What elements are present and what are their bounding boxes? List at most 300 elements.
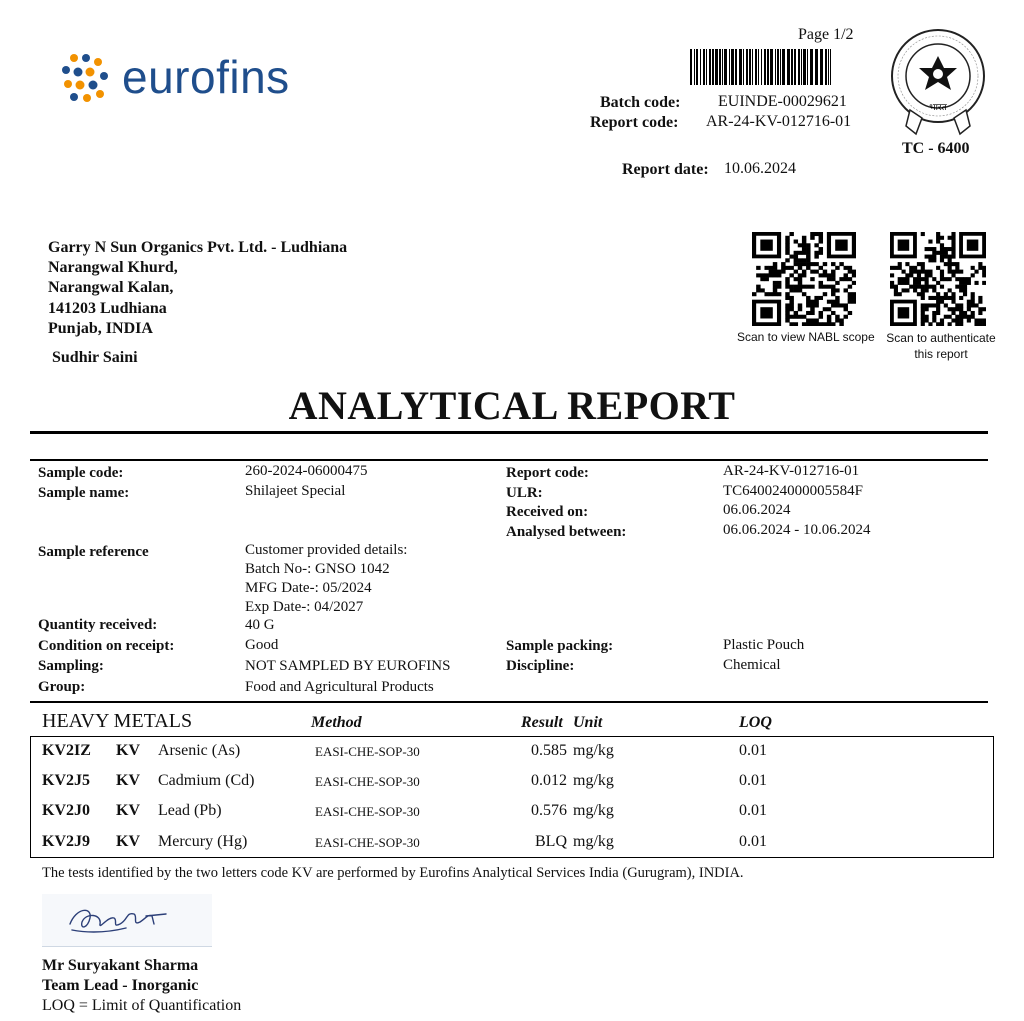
- qr-module: [928, 303, 932, 307]
- qr-module: [814, 322, 818, 326]
- qr-module: [806, 258, 810, 262]
- qr-module: [944, 247, 948, 251]
- qr-module: [936, 311, 940, 315]
- qr-module: [831, 273, 835, 277]
- qr-module: [928, 255, 932, 259]
- batch-code-label: Batch code:: [600, 94, 681, 111]
- result-unit: mg/kg: [573, 742, 614, 759]
- ulr-value: TC640024000005584F: [723, 483, 864, 499]
- barcode-bar: [820, 49, 823, 85]
- test-code: KV2J9: [42, 833, 90, 850]
- sampling-value: NOT SAMPLED BY EUROFINS: [245, 658, 451, 674]
- qr-module: [852, 273, 856, 277]
- qr-module: [794, 322, 798, 326]
- barcode-bar: [749, 49, 751, 85]
- qr-module: [819, 266, 823, 270]
- qr-module: [802, 322, 806, 326]
- auth-caption-line: this report: [914, 347, 968, 361]
- qr-module: [936, 307, 940, 311]
- qr-module: [940, 251, 944, 255]
- barcode-bar: [782, 49, 785, 85]
- qr-module: [852, 281, 856, 285]
- qr-module: [940, 258, 944, 262]
- qr-module: [944, 315, 948, 319]
- qr-module: [921, 266, 925, 270]
- sample-packing-value: Plastic Pouch: [723, 637, 805, 653]
- barcode-bar: [706, 49, 707, 85]
- qr-module: [802, 258, 806, 262]
- qr-module: [769, 292, 773, 296]
- qr-module: [936, 300, 940, 304]
- qr-module: [890, 285, 894, 289]
- qr-module: [814, 300, 818, 304]
- qr-module: [835, 266, 839, 270]
- qr-module: [802, 285, 806, 289]
- qr-module: [898, 277, 902, 281]
- qr-module: [798, 251, 802, 255]
- qr-module: [928, 285, 932, 289]
- qr-module: [785, 277, 789, 281]
- analyte-name: Lead (Pb): [158, 802, 222, 819]
- qr-module: [794, 285, 798, 289]
- qr-module: [963, 311, 967, 315]
- barcode-bar: [724, 49, 727, 85]
- barcode-bar: [703, 49, 705, 85]
- qr-module: [844, 266, 848, 270]
- qr-module: [789, 288, 793, 292]
- qr-module: [898, 262, 902, 266]
- qr-module: [756, 285, 760, 289]
- qr-module: [963, 315, 967, 319]
- qr-module: [963, 281, 967, 285]
- qr-module: [810, 232, 814, 236]
- qr-module: [794, 251, 798, 255]
- qr-module: [831, 285, 835, 289]
- qr-module: [806, 266, 810, 270]
- qr-module: [789, 285, 793, 289]
- qr-module: [925, 285, 929, 289]
- qr-module: [974, 270, 978, 274]
- qr-module: [955, 277, 959, 281]
- sample-code-label: Sample code:: [38, 465, 124, 481]
- loq-value: 0.01: [739, 833, 767, 850]
- qr-module: [844, 277, 848, 281]
- qr-module: [785, 315, 789, 319]
- qr-module: [940, 277, 944, 281]
- qr-module: [806, 311, 810, 315]
- qr-module: [948, 258, 952, 262]
- qr-module: [932, 311, 936, 315]
- qr-module: [959, 285, 963, 289]
- qr-module: [831, 292, 835, 296]
- qr-module: [955, 285, 959, 289]
- qr-module: [789, 300, 793, 304]
- qr-module: [848, 277, 852, 281]
- lab-code: KV: [116, 802, 140, 819]
- qr-module: [936, 292, 940, 296]
- qr-module: [909, 270, 913, 274]
- qr-module: [928, 296, 932, 300]
- qr-module: [940, 243, 944, 247]
- qr-module: [835, 315, 839, 319]
- qr-module: [917, 262, 921, 266]
- qr-module: [936, 303, 940, 307]
- qr-module: [898, 292, 902, 296]
- qr-module: [794, 311, 798, 315]
- qr-module: [913, 277, 917, 281]
- qr-module: [940, 255, 944, 259]
- barcode: [690, 49, 860, 85]
- result-unit: mg/kg: [573, 772, 614, 789]
- qr-module: [785, 236, 789, 240]
- barcode-bar: [815, 49, 818, 85]
- qr-module: [951, 232, 955, 236]
- qr-module: [794, 315, 798, 319]
- group-value: Food and Agricultural Products: [245, 679, 434, 695]
- qr-module: [806, 255, 810, 259]
- qr-module: [955, 307, 959, 311]
- qr-module: [819, 281, 823, 285]
- qr-module: [921, 292, 925, 296]
- title-rule: [30, 431, 988, 434]
- barcode-bar: [746, 49, 748, 85]
- qr-module: [967, 315, 971, 319]
- qr-module: [959, 311, 963, 315]
- qr-module: [948, 277, 952, 281]
- qr-module: [955, 322, 959, 326]
- barcode-bar: [755, 49, 757, 85]
- qr-module: [982, 266, 986, 270]
- discipline-value: Chemical: [723, 657, 781, 673]
- qr-module: [831, 303, 835, 307]
- qr-module: [921, 270, 925, 274]
- qr-module: [905, 281, 909, 285]
- address-line: Narangwal Khurd,: [48, 259, 178, 277]
- qr-module: [827, 285, 831, 289]
- barcode-bar: [828, 49, 829, 85]
- qr-module: [785, 243, 789, 247]
- qr-module: [814, 262, 818, 266]
- section-heading: HEAVY METALS: [42, 710, 193, 732]
- qr-module: [806, 243, 810, 247]
- qr-module: [936, 281, 940, 285]
- loq-value: 0.01: [739, 742, 767, 759]
- qr-module: [921, 296, 925, 300]
- qr-module: [785, 240, 789, 244]
- qr-finder: [898, 307, 910, 318]
- qr-module: [948, 255, 952, 259]
- group-label: Group:: [38, 679, 86, 695]
- qr-module: [959, 270, 963, 274]
- qr-module: [967, 303, 971, 307]
- qr-module: [940, 236, 944, 240]
- qr-module: [967, 281, 971, 285]
- result-value: 0.585: [531, 742, 567, 759]
- qr-module: [978, 296, 982, 300]
- qr-module: [971, 296, 975, 300]
- qr-module: [852, 296, 856, 300]
- report-code-value: AR-24-KV-012716-01: [706, 113, 852, 130]
- qr-module: [844, 307, 848, 311]
- qr-module: [913, 281, 917, 285]
- qr-module: [951, 292, 955, 296]
- sample-name-value: Shilajeet Special: [245, 483, 346, 499]
- lab-code: KV: [116, 772, 140, 789]
- qr-module: [798, 266, 802, 270]
- qr-module: [794, 277, 798, 281]
- qr-module: [773, 285, 777, 289]
- qr-module: [781, 262, 785, 266]
- qr-module: [978, 311, 982, 315]
- qr-module: [802, 273, 806, 277]
- qr-module: [756, 273, 760, 277]
- qr-module: [777, 281, 781, 285]
- qr-module: [921, 307, 925, 311]
- qr-module: [814, 255, 818, 259]
- nabl-seal-icon: [888, 26, 988, 138]
- auth-caption-line: Scan to authenticate: [886, 331, 996, 345]
- ulr-label: ULR:: [506, 485, 543, 501]
- loq-note: LOQ = Limit of Quantification: [42, 997, 242, 1014]
- qr-module: [936, 296, 940, 300]
- qr-module: [810, 300, 814, 304]
- qr-module: [944, 303, 948, 307]
- qr-module: [940, 300, 944, 304]
- barcode-bar: [715, 49, 718, 85]
- qr-module: [839, 303, 843, 307]
- qr-module: [902, 288, 906, 292]
- qr-module: [974, 303, 978, 307]
- qr-module: [756, 266, 760, 270]
- qr-module: [925, 288, 929, 292]
- qr-module: [890, 266, 894, 270]
- report-code-label: Report code:: [590, 114, 679, 131]
- qr-module: [978, 318, 982, 322]
- qr-module: [806, 300, 810, 304]
- barcode-bar: [719, 49, 721, 85]
- qr-module: [777, 273, 781, 277]
- address-line: Narangwal Kalan,: [48, 279, 174, 297]
- sample-reference-line: Exp Date-: 04/2027: [245, 599, 364, 615]
- qr-finder: [760, 307, 772, 318]
- analysed-between-label: Analysed between:: [506, 524, 627, 540]
- qr-module: [819, 273, 823, 277]
- result-value: 0.576: [531, 802, 567, 819]
- signatory-name: Mr Suryakant Sharma: [42, 957, 199, 974]
- qr-module: [936, 232, 940, 236]
- qr-module: [781, 266, 785, 270]
- qr-module: [798, 273, 802, 277]
- test-code: KV2J5: [42, 772, 90, 789]
- qr-module: [839, 322, 843, 326]
- signature-area: [42, 894, 212, 947]
- qr-module: [802, 240, 806, 244]
- qr-module: [955, 318, 959, 322]
- barcode-bar: [712, 49, 714, 85]
- qr-module: [844, 288, 848, 292]
- qr-module: [959, 315, 963, 319]
- qr-module: [831, 262, 835, 266]
- qr-module: [955, 303, 959, 307]
- qr-module: [932, 315, 936, 319]
- qr-module: [810, 270, 814, 274]
- qr-module: [831, 311, 835, 315]
- qr-module: [951, 300, 955, 304]
- qr-module: [814, 270, 818, 274]
- qr-module: [944, 292, 948, 296]
- address-line: 141203 Ludhiana: [48, 299, 167, 317]
- qr-module: [819, 236, 823, 240]
- details-top-rule: [30, 459, 988, 461]
- qr-module: [777, 292, 781, 296]
- qr-module: [932, 303, 936, 307]
- qr-module: [951, 273, 955, 277]
- qr-module: [806, 285, 810, 289]
- lab-code: KV: [116, 833, 140, 850]
- qr-module: [963, 288, 967, 292]
- qr-module: [802, 243, 806, 247]
- qr-module: [773, 273, 777, 277]
- lab-code: KV: [116, 742, 140, 759]
- barcode-bar: [761, 49, 762, 85]
- qr-module: [794, 288, 798, 292]
- qr-module: [831, 277, 835, 281]
- qr-module: [928, 322, 932, 326]
- qr-module: [819, 251, 823, 255]
- address-line: Punjab, INDIA: [48, 319, 153, 337]
- barcode-bar: [825, 49, 827, 85]
- qr-module: [785, 281, 789, 285]
- qr-module: [944, 255, 948, 259]
- qr-module: [764, 273, 768, 277]
- qr-module: [917, 285, 921, 289]
- qr-module: [831, 322, 835, 326]
- report-title: ANALYTICAL REPORT: [288, 383, 736, 428]
- qr-module: [928, 247, 932, 251]
- qr-module: [823, 262, 827, 266]
- analyte-name: Cadmium (Cd): [158, 772, 255, 789]
- qr-module: [798, 277, 802, 281]
- barcode-bar: [690, 49, 692, 85]
- test-code: KV2J0: [42, 802, 90, 819]
- qr-module: [835, 288, 839, 292]
- qr-module: [921, 315, 925, 319]
- qr-module: [819, 232, 823, 236]
- qr-module: [764, 266, 768, 270]
- qr-module: [902, 270, 906, 274]
- qr-module: [948, 266, 952, 270]
- qr-module: [913, 288, 917, 292]
- qr-module: [917, 292, 921, 296]
- sampling-label: Sampling:: [38, 658, 104, 674]
- qr-module: [789, 273, 793, 277]
- qr-module: [902, 277, 906, 281]
- qr-module: [940, 273, 944, 277]
- barcode-bar: [798, 49, 800, 85]
- qr-module: [848, 292, 852, 296]
- qr-module: [831, 300, 835, 304]
- qr-module: [951, 270, 955, 274]
- footnote: The tests identified by the two letters code KV are performed by Eurofins Analytical Services India (Gurugram), INDIA.: [42, 865, 744, 881]
- seal-text: भारत: [929, 103, 947, 113]
- qr-module: [917, 281, 921, 285]
- qr-module: [951, 236, 955, 240]
- qr-module: [905, 273, 909, 277]
- qr-module: [798, 288, 802, 292]
- qr-module: [982, 307, 986, 311]
- nabl-qr-code: [752, 232, 856, 326]
- qr-module: [785, 303, 789, 307]
- qr-module: [835, 281, 839, 285]
- qr-module: [925, 303, 929, 307]
- qr-module: [917, 273, 921, 277]
- qr-module: [948, 236, 952, 240]
- qr-module: [806, 247, 810, 251]
- qr-module: [955, 315, 959, 319]
- quantity-received-value: 40 G: [245, 617, 275, 633]
- qr-module: [827, 315, 831, 319]
- method-code: EASI-CHE-SOP-30: [315, 835, 420, 850]
- qr-module: [913, 270, 917, 274]
- qr-module: [928, 273, 932, 277]
- qr-module: [928, 258, 932, 262]
- qr-module: [839, 277, 843, 281]
- barcode-bar: [787, 49, 790, 85]
- qr-module: [752, 292, 756, 296]
- qr-module: [810, 307, 814, 311]
- qr-module: [905, 277, 909, 281]
- barcode-bar: [775, 49, 776, 85]
- qr-module: [810, 303, 814, 307]
- qr-module: [798, 243, 802, 247]
- barcode-bar: [735, 49, 737, 85]
- qr-module: [948, 315, 952, 319]
- method-code: EASI-CHE-SOP-30: [315, 804, 420, 819]
- qr-module: [839, 262, 843, 266]
- qr-module: [798, 258, 802, 262]
- sample-reference-value: [245, 541, 407, 617]
- qr-module: [810, 311, 814, 315]
- qr-module: [819, 296, 823, 300]
- qr-module: [948, 270, 952, 274]
- barcode-bar: [731, 49, 734, 85]
- qr-module: [777, 285, 781, 289]
- barcode-bar: [722, 49, 723, 85]
- barcode-bar: [758, 49, 759, 85]
- qr-module: [925, 277, 929, 281]
- qr-module: [819, 285, 823, 289]
- qr-module: [810, 322, 814, 326]
- qr-module: [951, 251, 955, 255]
- qr-module: [971, 273, 975, 277]
- qr-module: [898, 266, 902, 270]
- col-method: Method: [311, 714, 362, 731]
- barcode-bar: [752, 49, 753, 85]
- qr-module: [898, 281, 902, 285]
- qr-module: [974, 281, 978, 285]
- qr-module: [974, 318, 978, 322]
- qr-module: [827, 277, 831, 281]
- sample-reference-line: Customer provided details:: [245, 542, 408, 558]
- barcode-bar: [739, 49, 742, 85]
- qr-module: [773, 288, 777, 292]
- qr-module: [781, 270, 785, 274]
- qr-module: [913, 285, 917, 289]
- qr-module: [928, 240, 932, 244]
- qr-module: [890, 281, 894, 285]
- qr-module: [921, 232, 925, 236]
- discipline-label: Discipline:: [506, 658, 575, 674]
